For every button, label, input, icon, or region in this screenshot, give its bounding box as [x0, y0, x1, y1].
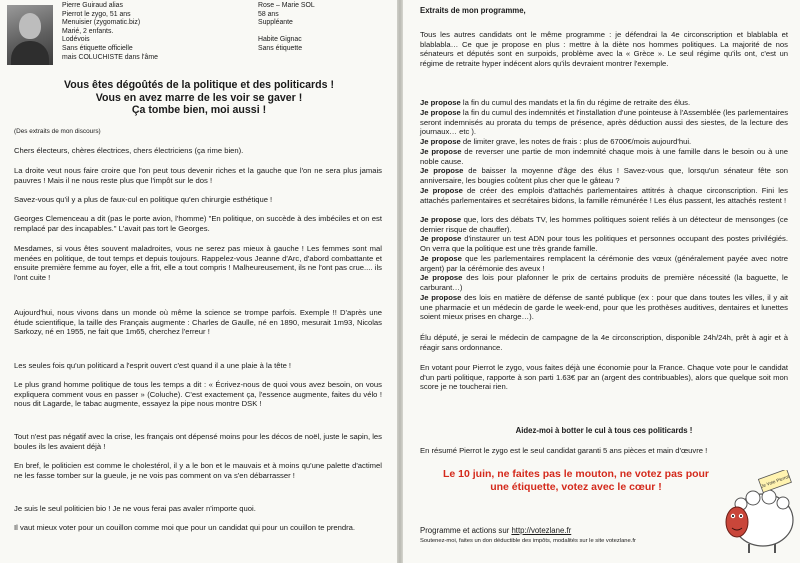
proposal-item [420, 254, 788, 273]
speech-note: (Des extraits de mon discours) [14, 128, 101, 135]
speech-paragraph: Je suis le seul politicien bio ! Je ne vous ferai pas avaler n'importe quoi. [14, 504, 256, 513]
proposal-item [420, 234, 788, 253]
speech-paragraph: En bref, le politicien est comme le cholestérol, il y a le bon et le mauvais et à moins qu'une palette d'actimel ne les fasse tomber sur la gueule, je ne vois pas comment on va s'en débarrasser ! [14, 461, 382, 480]
callout: Aidez-moi à botter le cul à tous ces politicards ! [515, 426, 693, 435]
substitute-line: 58 ans [258, 10, 279, 18]
proposal-lead: Je propose [420, 147, 462, 156]
proposal-lead: Je propose [420, 254, 462, 263]
left-page [0, 0, 397, 563]
headline-line: Vous êtes dégoûtés de la politique et des politicards ! [64, 79, 334, 91]
candidate-line: Pierre Guiraud alias [62, 2, 123, 9]
candidate-line: Lodévois [62, 36, 90, 44]
proposal-item [420, 186, 788, 205]
proposal-lead: Je propose [420, 234, 462, 243]
speech-paragraph: Georges Clemenceau a dit (pas le porte avion, l'homme) "En politique, on succède à des imbéciles et on est remplacé par des incapables." L'avait pas tort le Georges. [14, 214, 382, 233]
substitute-line: Habite Gignac [258, 36, 302, 44]
substitute-line [258, 28, 315, 37]
candidate-photo [7, 5, 53, 65]
website-link[interactable]: http://votezlane.fr [511, 526, 572, 535]
proposal-item [420, 137, 788, 147]
sheep-illustration [719, 470, 799, 554]
proposal-lead: Je propose [420, 186, 463, 195]
candidate-line: Marié, 2 enfants. [62, 27, 114, 35]
speech-paragraph: Mesdames, si vous êtes souvent maladroites, vous ne serez pas mieux à gauche ! Les femmes sont mal menées en politique, de tout temps et depuis toujours. Rappelez-vous Jeanne d'Arc, d'abord combattante et ensuite première femme au foyer, elle a frit, elle a tout compris ! Malheureusement, ils ne l'ont pas crue.... ils l'ont cuite ! [14, 244, 382, 282]
speech-paragraph: La droite veut nous faire croire que l'on peut tous devenir riches et la gauche que l'on ne sera plus jamais pauvres ! Mais il ne nous reste plus que l'impôt sur le dos ! [14, 166, 382, 185]
proposal-text: de créer des emplois d'attachés parlementaires attitrés à chaque circonscription. Fini les attachés parlementaires et secrétaires bidons, la famille rémunérée ! Les élus passent, les attachés restent ! [420, 186, 788, 205]
proposal-lead: Je propose [420, 137, 461, 146]
headline [10, 79, 388, 117]
proposal-text: la fin du cumul des indemnités et l'installation d'une pointeuse à l'Assemblée (les parlementaires seront indemnisés au prorata du temps de présence, après déduction aussi des siestes, de la lecture des journaux… etc ). [420, 108, 789, 136]
proposal-text: d'instaurer un test ADN pour tous les politiques et personnes occupant des postes privilégiés. On verra que la politique est une très grande famille. [420, 234, 788, 253]
donation-note: Soutenez-moi, faites un don déductible des impôts, modalités sur le site votezlane.fr [420, 538, 636, 544]
proposal-lead: Je propose [420, 215, 462, 224]
substitute-info [258, 2, 315, 54]
slogan: Le 10 juin, ne faites pas le mouton, ne votez pas pour une étiquette, votez avec le cœur ! [442, 468, 710, 493]
headline-line: Ça tombe bien, moi aussi ! [131, 104, 267, 117]
proposal-lead: Je propose [420, 273, 463, 282]
substitute-line: Suppléante [258, 19, 293, 27]
vote-paragraph: En votant pour Pierrot le zygo, vous faites déjà une économie pour la France. Chaque vote pour le candidat d'un parti politique, rapporte à son parti 1.63€ par an (argent des contribuables), alors que quelque soit mon score je ne toucherai rien. [420, 363, 788, 391]
proposal-text: la fin du cumul des mandats et la fin du régime de retraite des élus. [462, 98, 691, 107]
proposal-text: des lois en matière de défense de santé publique (ex : pour que dans toutes les villes, il y ait une pharmacie et un médecin de garde le week-end, pour que les prothèses auditives, dentaires et lunettes soient mieux prises en charge…). [420, 293, 789, 321]
proposal-lead: Je propose [420, 293, 462, 302]
proposal-text: de limiter grave, les notes de frais : plus de 6700€/mois aujourd'hui. [462, 137, 692, 146]
proposal-lead: Je propose [420, 166, 464, 175]
right-page [403, 0, 800, 563]
proposal-item [420, 98, 788, 108]
speech-paragraph: Le plus grand homme politique de tous les temps a dit : « Écrivez-nous de quoi vous avez besoin, on vous expliquera comment vous en passer » (Coluche). C'est exactement ça, l'essence augmente, faites du vélo ! nous dit Lagarde, le tabac augmente, essayez la pipe nous montre DSK ! [14, 380, 382, 408]
headline-line: Vous en avez marre de les voir se gaver ! [95, 91, 303, 104]
substitute-line: Sans étiquette [258, 44, 303, 52]
proposal-text: que, lors des débats TV, les hommes politiques soient reliés à un détecteur de mensonges (ce dernier risque de chauffer). [420, 215, 789, 234]
candidate-line: Sans étiquette officielle [62, 44, 133, 52]
proposal-lead: Je propose [420, 108, 461, 117]
proposal-item [420, 273, 788, 292]
substitute-line: Rose – Marie SOL [258, 2, 315, 9]
proposal-item [420, 147, 788, 166]
proposal-item [420, 215, 788, 234]
program-link-line [420, 526, 571, 535]
speech-paragraph: Aujourd'hui, nous vivons dans un monde où même la science se trompe parfois. Exemple !! D'après une étude scientifique, la taille des Français augmente : Charles de Gaulle, né en 1890, mesurait 1m93, Nicolas Sarkozy, né en 1955, ne fait que 1m65, cherchez l'erreur ! [14, 308, 382, 336]
proposal-item [420, 293, 788, 322]
candidate-line: mais COLUCHISTE dans l'âme [62, 53, 158, 61]
speech-paragraph: Chers électeurs, chères électrices, chers électriciens (ça rime bien). [14, 146, 244, 155]
proposal-text: des lois pour plafonner le prix de certains produits de première nécessité (la baguette, le carburant…) [420, 273, 788, 292]
proposal-lead: Je propose [420, 98, 461, 107]
proposal-text: de baisser la moyenne d'âge des élus ! Savez-vous que, lorsqu'un sénateur fête son anniversaire, les bougies coûtent plus cher que le gâteau ? [420, 166, 789, 185]
candidate-info [62, 2, 158, 62]
proposal-item [420, 166, 788, 185]
elected-paragraph: Élu député, je serai le médecin de campagne de la 4e circonscription, disponible 24h/24h, prêt à agir et à réagir sans ordonnance. [420, 333, 788, 352]
speech-paragraph: Tout n'est pas négatif avec la crise, les français ont dépensé moins pour les décos de noël, juste le sapin, les boules ils les avaient déjà ! [14, 432, 382, 451]
candidate-line: Pierrot le zygo, 51 ans [62, 10, 131, 18]
proposal-text: de reverser une partie de mon indemnité chaque mois à une famille dans le besoin ou à une noble cause. [420, 147, 788, 166]
speech-paragraph: Il vaut mieux voter pour un couillon comme moi que pour un candidat qui pour un couillon te prendra. [14, 523, 356, 532]
program-title: Extraits de mon programme, [420, 6, 526, 15]
candidate-line: Menuisier (zygomatic.biz) [62, 19, 141, 27]
program-intro: Tous les autres candidats ont le même programme : je défendrai la 4e circonscription et blablabla et blablabla… Ce que je propose en plus : mettre à la diète nos hommes politiques. La majorité de nos sénateurs et députés sont en surpoids, problème avec la « Grèce ». Le seul régime qu'ils ont, c'est un régime de retraite hyper indécent alors qu'ils devraient montrer l'exemple. [420, 30, 788, 68]
sheep-tag: Je Vote Pierrot [760, 473, 790, 489]
summary: En résumé Pierrot le zygo est le seul candidat garanti 5 ans pièces et main d'œuvre ! [420, 446, 708, 455]
program-link-label: Programme et actions sur [420, 526, 510, 535]
proposal-item [420, 108, 788, 137]
proposal-text: que les parlementaires remplacent la cérémonie des vœux (généralement payée avec notre argent) par la cérémonie des aveux ! [420, 254, 788, 273]
speech-paragraph: Savez-vous qu'il y a plus de faux-cul en politique qu'en chirurgie esthétique ! [14, 195, 273, 204]
speech-paragraph: Les seules fois qu'un politicard a l'esprit ouvert c'est quand il a une plaie à la tête ! [14, 361, 292, 370]
